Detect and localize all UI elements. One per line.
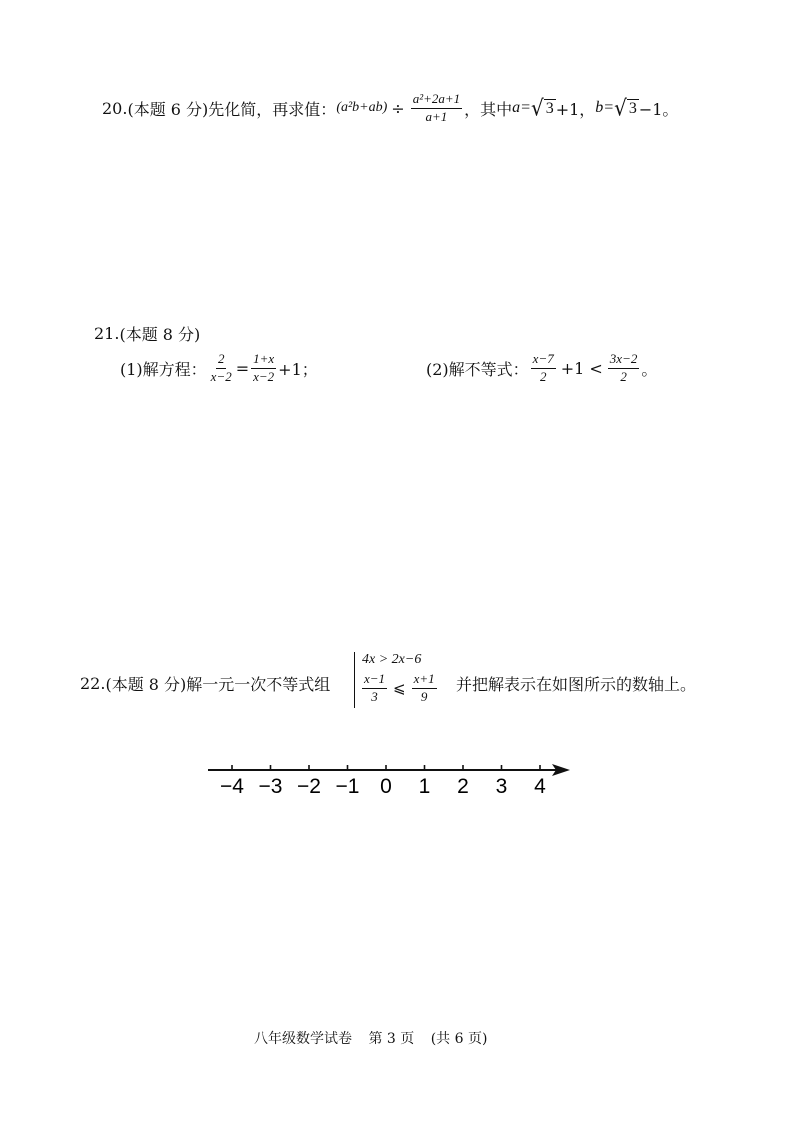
fraction-numerator: x−1 [362,672,387,689]
question-21 [94,322,200,345]
question-21-part-1 [120,352,318,385]
tick-label: −3 [258,775,283,798]
fraction-denominator: 2 [539,368,547,384]
tick-label: −1 [335,775,360,798]
fraction-denominator: 2 [620,368,627,384]
fraction-denominator: 9 [420,688,428,704]
fraction [412,672,437,705]
fraction [411,92,462,125]
variable-a-label: a= [512,99,531,117]
variable-b-label: b= [595,99,615,117]
radicand: 3 [545,100,554,118]
question-20 [102,92,678,125]
question-number: 21. [94,324,120,343]
sqrt-expression [530,95,556,122]
question-22-tail [456,672,696,695]
fraction-numerator: 1+x [251,352,276,369]
inequality-2 [362,672,439,705]
radical-sign-icon: √ [530,95,544,122]
question-number: 20. [102,98,128,118]
question-21-part-2 [426,352,657,385]
part-label: (1)解方程： [120,359,207,379]
expression-left: (a²b+ab) [336,100,388,116]
brace-icon [354,652,361,708]
divide-sign: ÷ [391,98,405,118]
fraction [531,352,556,385]
question-text: 并把解表示在如图所示的数轴上。 [456,675,697,694]
fraction [251,352,276,385]
radicand: 3 [628,100,637,118]
question-text: 先化简，再求值： [208,99,337,119]
fraction [362,672,387,705]
equals-sign: = [235,358,250,378]
page-footer [254,1028,487,1048]
fraction-numerator: a²+2a+1 [411,92,462,109]
tick-label: 4 [534,775,546,798]
tick-label: 3 [495,775,508,798]
fraction-numerator: x+1 [412,672,437,689]
tick-label: 1 [418,775,431,798]
sqrt-expression [614,95,639,122]
fraction-denominator: x−2 [253,368,275,384]
fraction-denominator: a+1 [425,108,448,124]
inequality-system [354,650,454,712]
tick-label: −4 [220,775,244,798]
fraction-numerator: 2 [216,352,227,369]
number-line [206,758,586,808]
footer-page: 第 3 页 [368,1031,415,1047]
tick-label: 2 [457,775,469,798]
question-text: 解一元一次不等式组 [186,675,331,694]
fraction [608,352,640,385]
fraction-denominator: 3 [371,688,378,704]
expression-tail: +1； [278,359,318,379]
radical-sign-icon: √ [614,95,627,122]
part-label: (2)解不等式： [426,359,529,379]
footer-subject: 八年级数学试卷 [254,1031,352,1047]
question-number: 22. [80,674,106,693]
question-score: (本题 8 分) [119,325,201,344]
fraction [209,352,234,385]
tick-label: −2 [297,775,321,798]
question-score: (本题 6 分) [127,99,209,119]
question-score: (本题 8 分) [105,675,187,694]
leq-sign: ⩽ [393,679,406,698]
question-text: ，其中 [464,99,513,119]
inequality-middle: +1 < [560,358,603,378]
question-22 [80,672,330,695]
tick-label: 0 [380,775,392,798]
fraction-denominator: x−2 [210,368,232,384]
expression-tail: 。 [641,359,658,379]
inequality-1: 4x > 2x−6 [362,652,422,667]
expression-tail: −1。 [638,99,679,119]
fraction-numerator: x−7 [531,352,556,369]
fraction-numerator: 3x−2 [608,352,640,369]
footer-total: (共 6 页) [430,1031,488,1047]
expression-tail: +1， [555,99,596,119]
